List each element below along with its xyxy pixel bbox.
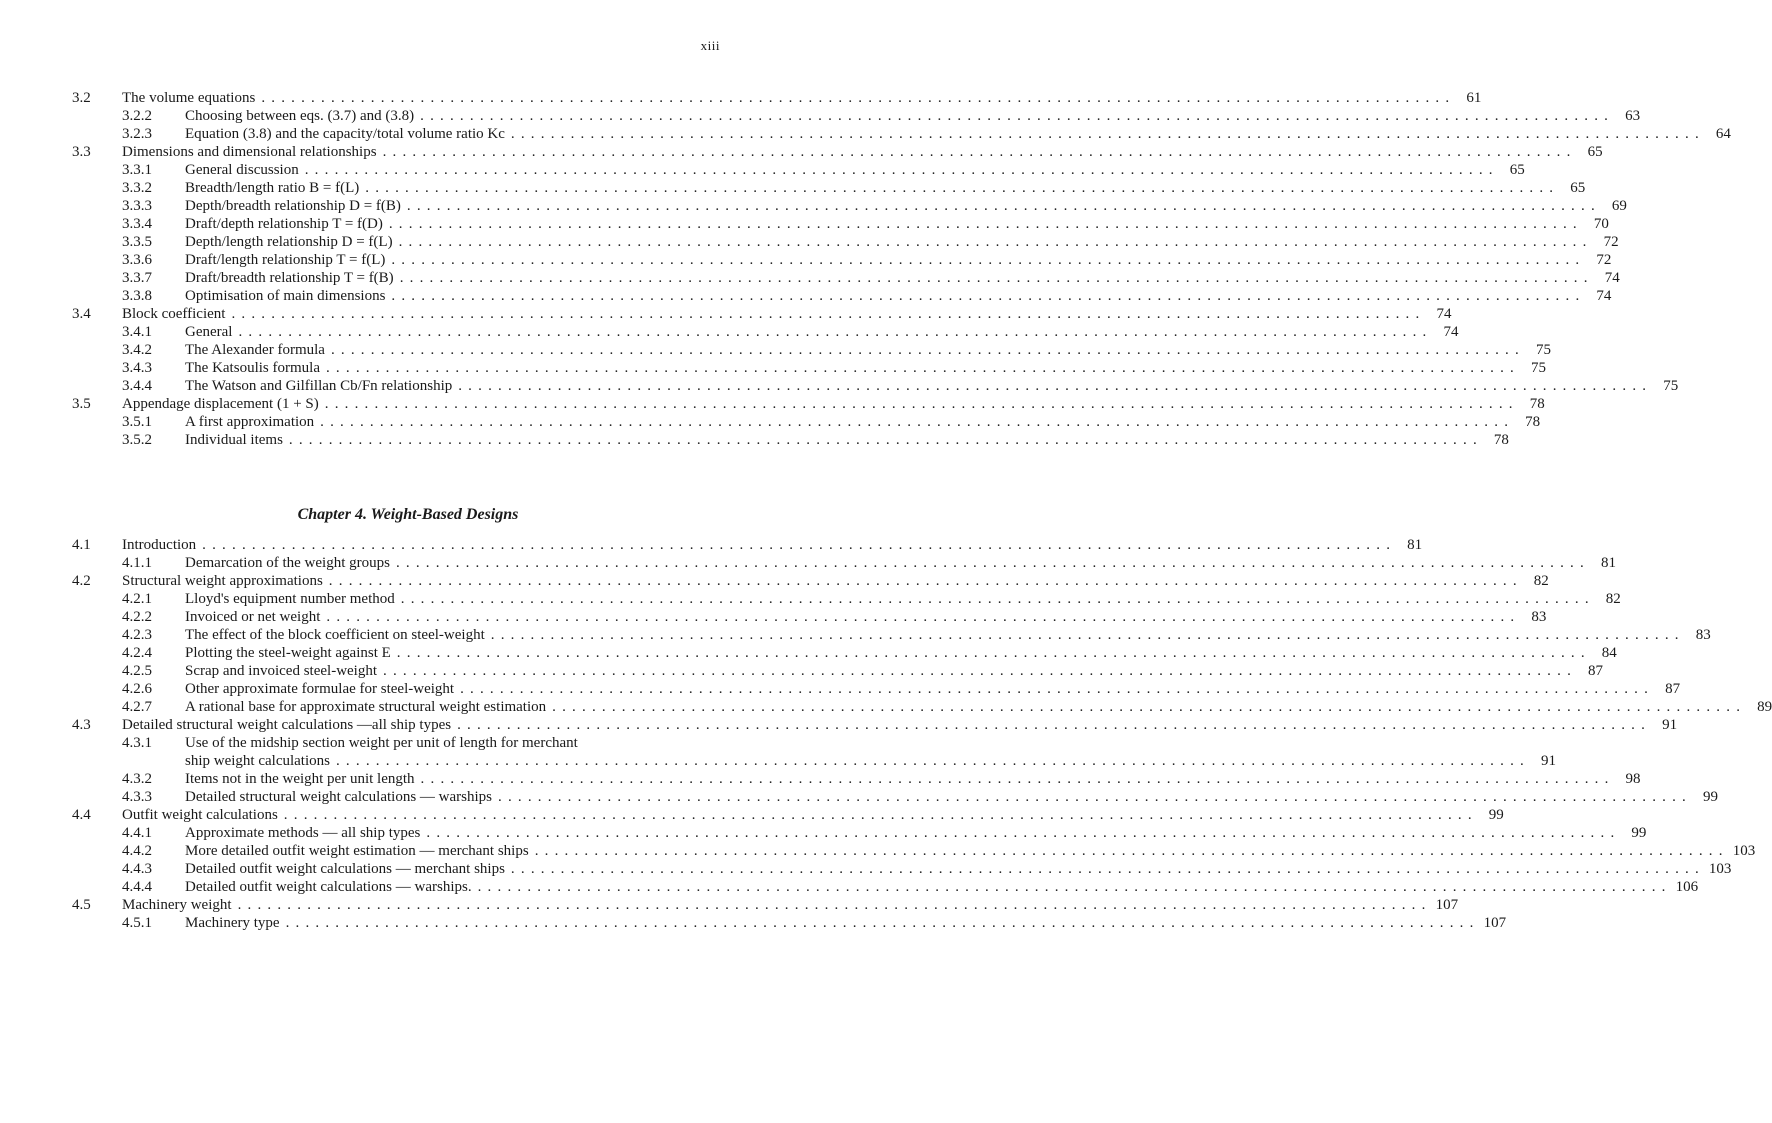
toc-entry-title: Detailed outfit weight calculations — merchant ships — [185, 860, 511, 879]
dot-leader: ........................................................................................................................ — [552, 699, 1747, 715]
toc-entry-number: 4.3 — [72, 717, 91, 733]
toc-entry-number: 3.3.3 — [122, 198, 152, 214]
dot-leader: ........................................................................................................................ — [304, 162, 1499, 178]
toc-entry-page: 78 — [1514, 413, 1540, 432]
toc-entry-number: 4.2.2 — [122, 609, 152, 625]
toc-entry-number: 3.4.3 — [122, 360, 152, 376]
toc-entry-number: 3.2 — [72, 90, 91, 106]
dot-leader: ........................................................................................................................ — [330, 342, 1525, 358]
toc-entry-title: Block coefficient — [122, 305, 231, 324]
toc-entry-number: 4.3.2 — [122, 771, 152, 787]
dot-leader: ........................................................................................................................ — [420, 771, 1615, 787]
toc-entry-title: The Katsoulis formula — [185, 359, 326, 378]
toc-entry[interactable] — [0, 251, 1612, 270]
toc-entry-number: 4.5 — [72, 897, 91, 913]
toc-entry-number: 3.3 — [72, 144, 91, 160]
toc-entry-title: Items not in the weight per unit length — [185, 770, 421, 789]
toc-entry-title: The effect of the block coefficient on steel-weight — [185, 626, 491, 645]
toc-entry-title: Draft/length relationship T = f(L) — [185, 251, 391, 270]
toc-entry-page: 78 — [1483, 431, 1509, 450]
toc-entry-title: More detailed outfit weight estimation — merchant ships — [185, 842, 535, 861]
toc-entry-title: Detailed outfit weight calculations — warships. — [185, 878, 478, 897]
toc-entry-number: 4.2 — [72, 573, 91, 589]
toc-entry-page: 107 — [1480, 914, 1507, 933]
toc-entry-number: 3.4.4 — [122, 378, 152, 394]
toc-entry-number: 4.2.5 — [122, 663, 152, 679]
toc-entry-title: Equation (3.8) and the capacity/total volume ratio Kc — [185, 125, 511, 144]
dot-leader: ........................................................................................................................ — [399, 270, 1594, 286]
toc-entry-page: 72 — [1585, 251, 1611, 270]
toc-entry[interactable] — [0, 914, 1507, 933]
dot-leader: ........................................................................................................................ — [288, 432, 1483, 448]
toc-entry-title: Dimensions and dimensional relationships — [122, 143, 383, 162]
toc-entry-number: 4.2.4 — [122, 645, 152, 661]
toc-entry-title: Machinery type — [185, 914, 286, 933]
toc-entry[interactable] — [0, 377, 1679, 396]
toc-entry-number: 3.4.1 — [122, 324, 152, 340]
toc-entry-number: 4.4 — [72, 807, 91, 823]
dot-leader: ........................................................................................................................ — [238, 324, 1433, 340]
dot-leader: ........................................................................................................................ — [457, 717, 1652, 733]
toc-entry-number: 4.4.1 — [122, 825, 152, 841]
toc-entry[interactable] — [0, 161, 1525, 180]
toc-entry-page: 70 — [1583, 215, 1609, 234]
toc-entry-title: Depth/breadth relationship D = f(B) — [185, 197, 407, 216]
toc-entry-page: 61 — [1455, 89, 1481, 108]
toc-entry-page: 75 — [1525, 341, 1551, 360]
dot-leader: ........................................................................................................................ — [400, 591, 1595, 607]
toc-entry-page: 99 — [1478, 806, 1504, 825]
toc-entry-number: 4.2.7 — [122, 699, 152, 715]
toc-entry-title: The Watson and Gilfillan Cb/Fn relationship — [185, 377, 458, 396]
toc-entry-page: 64 — [1705, 125, 1731, 144]
toc-entry-number: 3.3.7 — [122, 270, 152, 286]
toc-entry[interactable] — [0, 341, 1551, 360]
dot-leader: ........................................................................................................................ — [395, 555, 1590, 571]
toc-entry-page: 99 — [1692, 788, 1718, 807]
toc-entry-page: 84 — [1591, 644, 1617, 663]
toc-entry[interactable] — [0, 590, 1621, 609]
toc-entry-number: 3.3.4 — [122, 216, 152, 232]
dot-leader: ........................................................................................................................ — [320, 414, 1515, 430]
dot-leader: ........................................................................................................................ — [396, 645, 1591, 661]
toc-entry-page: 74 — [1594, 269, 1620, 288]
toc-entry-page: 83 — [1520, 608, 1546, 627]
toc-entry[interactable] — [0, 680, 1681, 699]
toc-entry-title: General discussion — [185, 161, 305, 180]
dot-leader: ........................................................................................................................ — [325, 360, 1520, 376]
toc-entry-title: Structural weight approximations — [122, 572, 329, 591]
toc-entry[interactable] — [0, 233, 1619, 252]
toc-entry-number: 3.4 — [72, 306, 91, 322]
toc-entry-title: Plotting the steel-weight against E — [185, 644, 397, 663]
toc-entry[interactable] — [0, 359, 1546, 378]
toc-entry-number: 4.1 — [72, 537, 91, 553]
toc-entry[interactable] — [0, 716, 1678, 735]
toc-entry[interactable] — [0, 125, 1731, 144]
toc-entry-page: 83 — [1685, 626, 1711, 645]
dot-leader: ........................................................................................................................ — [420, 108, 1615, 124]
toc-entry-title: The Alexander formula — [185, 341, 331, 360]
toc-entry-number: 3.2.3 — [122, 126, 152, 142]
toc-entry[interactable] — [0, 698, 1772, 717]
dot-leader: ........................................................................................................................ — [498, 789, 1692, 805]
toc-entry-title: Approximate methods — all ship types — [185, 824, 426, 843]
toc-entry-title: Detailed structural weight calculations — warships — [185, 788, 498, 807]
toc-entry-page: 63 — [1614, 107, 1640, 126]
toc-entry-title: Use of the midship section weight per unit of length for merchant — [185, 734, 584, 753]
toc-entry[interactable] — [0, 179, 1586, 198]
toc-entry-page: 69 — [1601, 197, 1627, 216]
dot-leader: ........................................................................................................................ — [458, 378, 1653, 394]
toc-entry-number: 3.5 — [72, 396, 91, 412]
toc-entry[interactable] — [0, 626, 1711, 645]
toc-entry[interactable] — [0, 143, 1603, 162]
dot-leader: ........................................................................................................................ — [326, 609, 1521, 625]
toc-entry-title: Lloyd's equipment number method — [185, 590, 401, 609]
toc-entry[interactable] — [0, 896, 1459, 915]
toc-entry[interactable] — [0, 89, 1482, 108]
toc-entry-number: 3.3.6 — [122, 252, 152, 268]
toc-entry-title: Scrap and invoiced steel-weight — [185, 662, 383, 681]
dot-leader: ........................................................................................................................ — [335, 753, 1530, 769]
toc-entry-page: 74 — [1585, 287, 1611, 306]
toc-entry-page: 82 — [1595, 590, 1621, 609]
toc-entry[interactable] — [0, 536, 1423, 555]
toc-entry-title: Individual items — [185, 431, 289, 450]
toc-entry-page: 103 — [1705, 860, 1732, 879]
page-number: xiii — [700, 38, 720, 53]
toc-entry[interactable] — [0, 860, 1732, 879]
toc-entry-number: 4.3.3 — [122, 789, 152, 805]
toc-entry-number: 4.2.3 — [122, 627, 152, 643]
toc-entry-title: Depth/length relationship D = f(L) — [185, 233, 399, 252]
toc-entry[interactable] — [0, 323, 1459, 342]
toc-entry[interactable] — [0, 608, 1547, 627]
toc-entry[interactable] — [0, 215, 1609, 234]
toc-entry-title: Draft/breadth relationship T = f(B) — [185, 269, 400, 288]
toc-entry[interactable] — [0, 788, 1718, 807]
dot-leader: ........................................................................................................................ — [391, 252, 1586, 268]
toc-entry-number: 4.3.1 — [122, 735, 152, 751]
toc-entry-number: 3.2.2 — [122, 108, 152, 124]
dot-leader: ........................................................................................................................ — [406, 198, 1601, 214]
toc-entry[interactable] — [0, 413, 1541, 432]
dot-leader: ........................................................................................................................ — [382, 144, 1577, 160]
dot-leader: ........................................................................................................................ — [324, 396, 1519, 412]
toc-entry-number: 4.4.4 — [122, 879, 152, 895]
toc-entry-title: Draft/depth relationship T = f(D) — [185, 215, 389, 234]
dot-leader: ........................................................................................................................ — [202, 537, 1397, 553]
toc-entry[interactable] — [0, 878, 1699, 897]
toc-entry-page: 91 — [1651, 716, 1677, 735]
toc-entry-title: Breadth/length ratio B = f(L) — [185, 179, 365, 198]
toc-entry-title: A rational base for approximate structural weight estimation — [185, 698, 552, 717]
toc-entry-page: 72 — [1593, 233, 1619, 252]
dot-leader: ........................................................................................................................ — [383, 663, 1578, 679]
dot-leader: ........................................................................................................................ — [237, 897, 1432, 913]
toc-entry-number: 3.3.2 — [122, 180, 152, 196]
toc-entry-page: 107 — [1432, 896, 1459, 915]
toc-entry-number: 4.4.2 — [122, 843, 152, 859]
toc-entry-title: A first approximation — [185, 413, 320, 432]
toc-entry-number: 3.3.1 — [122, 162, 152, 178]
dot-leader: ........................................................................................................................ — [328, 573, 1523, 589]
toc-entry-page: 106 — [1672, 878, 1699, 897]
toc-entry-number: 4.2.6 — [122, 681, 152, 697]
toc-entry-title: General — [185, 323, 238, 342]
chapter-heading: Chapter 4. Weight-Based Designs — [297, 506, 519, 523]
toc-entry-page: 65 — [1499, 161, 1525, 180]
toc-entry-page: 75 — [1652, 377, 1678, 396]
toc-entry[interactable] — [0, 734, 816, 753]
toc-entry-number: 3.5.1 — [122, 414, 152, 430]
toc-entry-page: 82 — [1523, 572, 1549, 591]
dot-leader: ........................................................................................................................ — [460, 681, 1655, 697]
dot-leader: ........................................................................................................................ — [285, 915, 1480, 931]
dot-leader: ........................................................................................................................ — [477, 879, 1672, 895]
toc-entry-number: 4.1.1 — [122, 555, 152, 571]
toc-entry-number: 4.4.3 — [122, 861, 152, 877]
toc-entry[interactable] — [0, 395, 1545, 414]
dot-leader: ........................................................................................................................ — [510, 861, 1705, 877]
toc-entry[interactable] — [0, 662, 1604, 681]
toc-entry[interactable] — [0, 644, 1617, 663]
dot-leader: ........................................................................................................................ — [510, 126, 1705, 142]
toc-entry-number: 4.5.1 — [122, 915, 152, 931]
toc-entry[interactable] — [0, 554, 1616, 573]
toc-entry[interactable] — [0, 197, 1627, 216]
toc-entry[interactable] — [0, 806, 1504, 825]
dot-leader: ........................................................................................................................ — [534, 843, 1729, 859]
toc-entry-title: Optimisation of main dimensions — [185, 287, 391, 306]
toc-entry-page: 87 — [1577, 662, 1603, 681]
toc-entry-page: 74 — [1432, 323, 1458, 342]
toc-entry-title: Choosing between eqs. (3.7) and (3.8) — [185, 107, 420, 126]
toc-entry-page: 103 — [1729, 842, 1756, 861]
toc-entry-page: 87 — [1654, 680, 1680, 699]
dot-leader: ........................................................................................................................ — [391, 288, 1586, 304]
toc-entry[interactable] — [0, 770, 1641, 789]
dot-leader: ........................................................................................................................ — [490, 627, 1685, 643]
toc-entry-number: 4.2.1 — [122, 591, 152, 607]
toc-entry-title: Invoiced or net weight — [185, 608, 326, 627]
toc-entry-title: Machinery weight — [122, 896, 238, 915]
toc-entry-title: Outfit weight calculations — [122, 806, 284, 825]
toc-entry-number: 3.3.8 — [122, 288, 152, 304]
dot-leader: ........................................................................................................................ — [261, 90, 1456, 106]
toc-entry-title: Demarcation of the weight groups — [185, 554, 396, 573]
toc-entry-page: 89 — [1746, 698, 1772, 717]
dot-leader: ........................................................................................................................ — [388, 216, 1583, 232]
toc-entry-title: The volume equations — [122, 89, 261, 108]
toc-entry[interactable] — [0, 824, 1647, 843]
toc-entry-number: 3.3.5 — [122, 234, 152, 250]
toc-entry-title: Other approximate formulae for steel-weight — [185, 680, 460, 699]
toc-entry[interactable] — [0, 107, 1641, 126]
toc-entry-number: 3.4.2 — [122, 342, 152, 358]
dot-leader: ........................................................................................................................ — [426, 825, 1621, 841]
toc-entry-title: Appendage displacement (1 + S) — [122, 395, 325, 414]
toc-entry-page: 74 — [1425, 305, 1451, 324]
toc-entry-page: 81 — [1590, 554, 1616, 573]
toc-entry[interactable] — [0, 752, 1556, 771]
toc-entry-page: 65 — [1577, 143, 1603, 162]
toc-entry[interactable] — [0, 431, 1509, 450]
toc-entry-page: 98 — [1615, 770, 1641, 789]
toc-entry-page: 75 — [1520, 359, 1546, 378]
toc-entry-title: ship weight calculations — [185, 752, 336, 771]
toc-entry[interactable] — [0, 842, 1756, 861]
dot-leader: ........................................................................................................................ — [365, 180, 1560, 196]
toc-entry-title: Introduction — [122, 536, 202, 555]
toc-entry-page: 91 — [1530, 752, 1556, 771]
dot-leader: ........................................................................................................................ — [283, 807, 1478, 823]
toc-entry[interactable] — [0, 287, 1612, 306]
toc-entry-page: 81 — [1396, 536, 1422, 555]
toc-entry[interactable] — [0, 305, 1452, 324]
toc-entry-page: 99 — [1620, 824, 1646, 843]
toc-entry-number: 3.5.2 — [122, 432, 152, 448]
toc-entry-title: Detailed structural weight calculations —all ship types — [122, 716, 457, 735]
toc-entry-page: 65 — [1559, 179, 1585, 198]
toc-entry-page: 78 — [1519, 395, 1545, 414]
toc-entry[interactable] — [0, 572, 1549, 591]
dot-leader: ........................................................................................................................ — [231, 306, 1426, 322]
toc-entry[interactable] — [0, 269, 1620, 288]
dot-leader: ........................................................................................................................ — [398, 234, 1593, 250]
